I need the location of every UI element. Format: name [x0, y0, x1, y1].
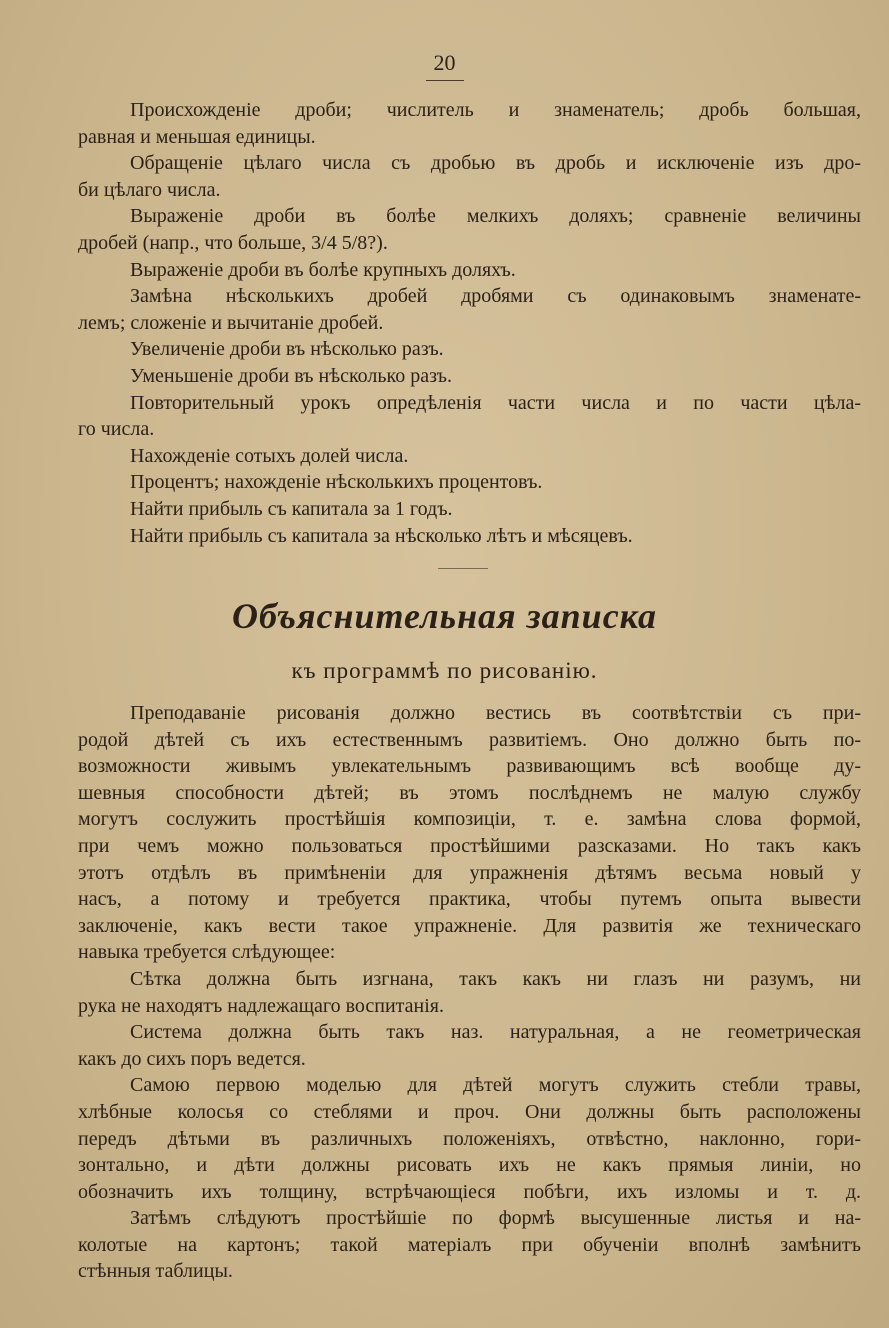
section-heading: Объяснительная записка	[231, 596, 658, 636]
program-line: Уменьшеніе дроби въ нѣсколько разъ.	[130, 364, 452, 387]
program-line: Происхожденіе дроби; числитель и знаменатель; дробь большая,	[130, 99, 861, 121]
program-line: Увеличеніе дроби въ нѣсколько разъ.	[130, 338, 444, 361]
program-line: дробей (напр., что больше, 3/4 5/8?).	[78, 231, 388, 254]
note-line: хлѣбные колосья со стеблями и проч. Они должны быть расположены	[78, 1100, 861, 1123]
program-line: равная и меньшая единицы.	[78, 125, 316, 148]
note-line: заключеніе, какъ вести такое упражненіе. Для развитія же техническаго	[78, 914, 861, 937]
explanatory-note-body	[78, 700, 861, 1285]
note-line: навыка требуется слѣдующее:	[78, 941, 336, 964]
note-line: могутъ сослужить простѣйшія композиціи, т. е. замѣна слова формой,	[78, 808, 861, 831]
note-line: Сѣтка должна быть изгнана, такъ какъ ни глазъ ни разумъ, ни	[130, 967, 861, 990]
note-line: рука не находятъ надлежащаго воспитанія.	[78, 994, 445, 1017]
program-line: Выраженіе дроби въ болѣе крупныхъ доляхъ.	[130, 258, 516, 281]
note-line: при чемъ можно пользоваться простѣйшими разсказами. Но такъ какъ	[78, 834, 861, 857]
program-line: Процентъ; нахожденіе нѣсколькихъ процентовъ.	[130, 471, 543, 494]
note-line: этотъ отдѣлъ въ примѣненіи для упражненія дѣтямъ весьма новый у	[78, 861, 861, 884]
note-line: стѣнныя таблицы.	[78, 1260, 233, 1283]
note-line: Затѣмъ слѣдуютъ простѣйшіе по формѣ высушенные листья и на-	[130, 1207, 861, 1230]
note-line: шевныя способности дѣтей; въ этомъ послѣднемъ не малую службу	[78, 781, 861, 804]
note-line: возможности живымъ увлекательнымъ развивающимъ всѣ вообще ду-	[78, 755, 861, 778]
note-line: обозначить ихъ толщину, встрѣчающіеся побѣги, ихъ изломы и т. д.	[78, 1180, 861, 1203]
note-line: Самою первою моделью для дѣтей могутъ служить стебли травы,	[130, 1074, 861, 1097]
section-divider	[438, 568, 488, 569]
program-line: Нахожденіе сотыхъ долей числа.	[130, 444, 409, 467]
program-line: Повторительный урокъ опредѣленія части числа и по части цѣла-	[130, 391, 861, 414]
note-line: насъ, а потому и требуется практика, чтобы путемъ опыта вывести	[78, 888, 861, 911]
program-line: го числа.	[78, 418, 155, 441]
note-line: зонтально, и дѣти должны рисовать ихъ не какъ прямыя линіи, но	[78, 1154, 861, 1177]
program-line: би цѣлаго числа.	[78, 178, 221, 201]
program-list	[78, 97, 861, 549]
program-line: Выраженіе дроби въ болѣе мелкихъ доляхъ; сравненіе величины	[130, 205, 861, 228]
program-line: Найти прибыль съ капитала за 1 годъ.	[130, 497, 453, 520]
program-line: лемъ; сложеніе и вычитаніе дробей.	[78, 311, 384, 334]
note-line: Преподаваніе рисованія должно вестись въ соотвѣтствіи съ при-	[130, 702, 861, 724]
note-line: родой дѣтей съ ихъ естественнымъ развитіемъ. Оно должно быть по-	[78, 728, 861, 751]
program-line: Замѣна нѣсколькихъ дробей дробями съ одинаковымъ знаменате-	[130, 285, 861, 308]
note-line: передъ дѣтьми въ различныхъ положеніяхъ, отвѣстно, наклонно, гори-	[78, 1127, 861, 1150]
program-line: Обращеніе цѣлаго числа съ дробью въ дробь и исключеніе изъ дро-	[130, 152, 861, 175]
page-number: 20	[0, 50, 889, 81]
note-line: какъ до сихъ поръ ведется.	[78, 1047, 306, 1070]
note-line: Система должна быть такъ наз. натуральная, а не геометрическая	[130, 1021, 861, 1044]
section-subheading: къ программѣ по рисованію.	[291, 658, 598, 683]
note-line: колотые на картонъ; такой матеріалъ при обученіи вполнѣ замѣнитъ	[78, 1233, 861, 1256]
program-line: Найти прибыль съ капитала за нѣсколько лѣтъ и мѣсяцевъ.	[130, 524, 633, 547]
